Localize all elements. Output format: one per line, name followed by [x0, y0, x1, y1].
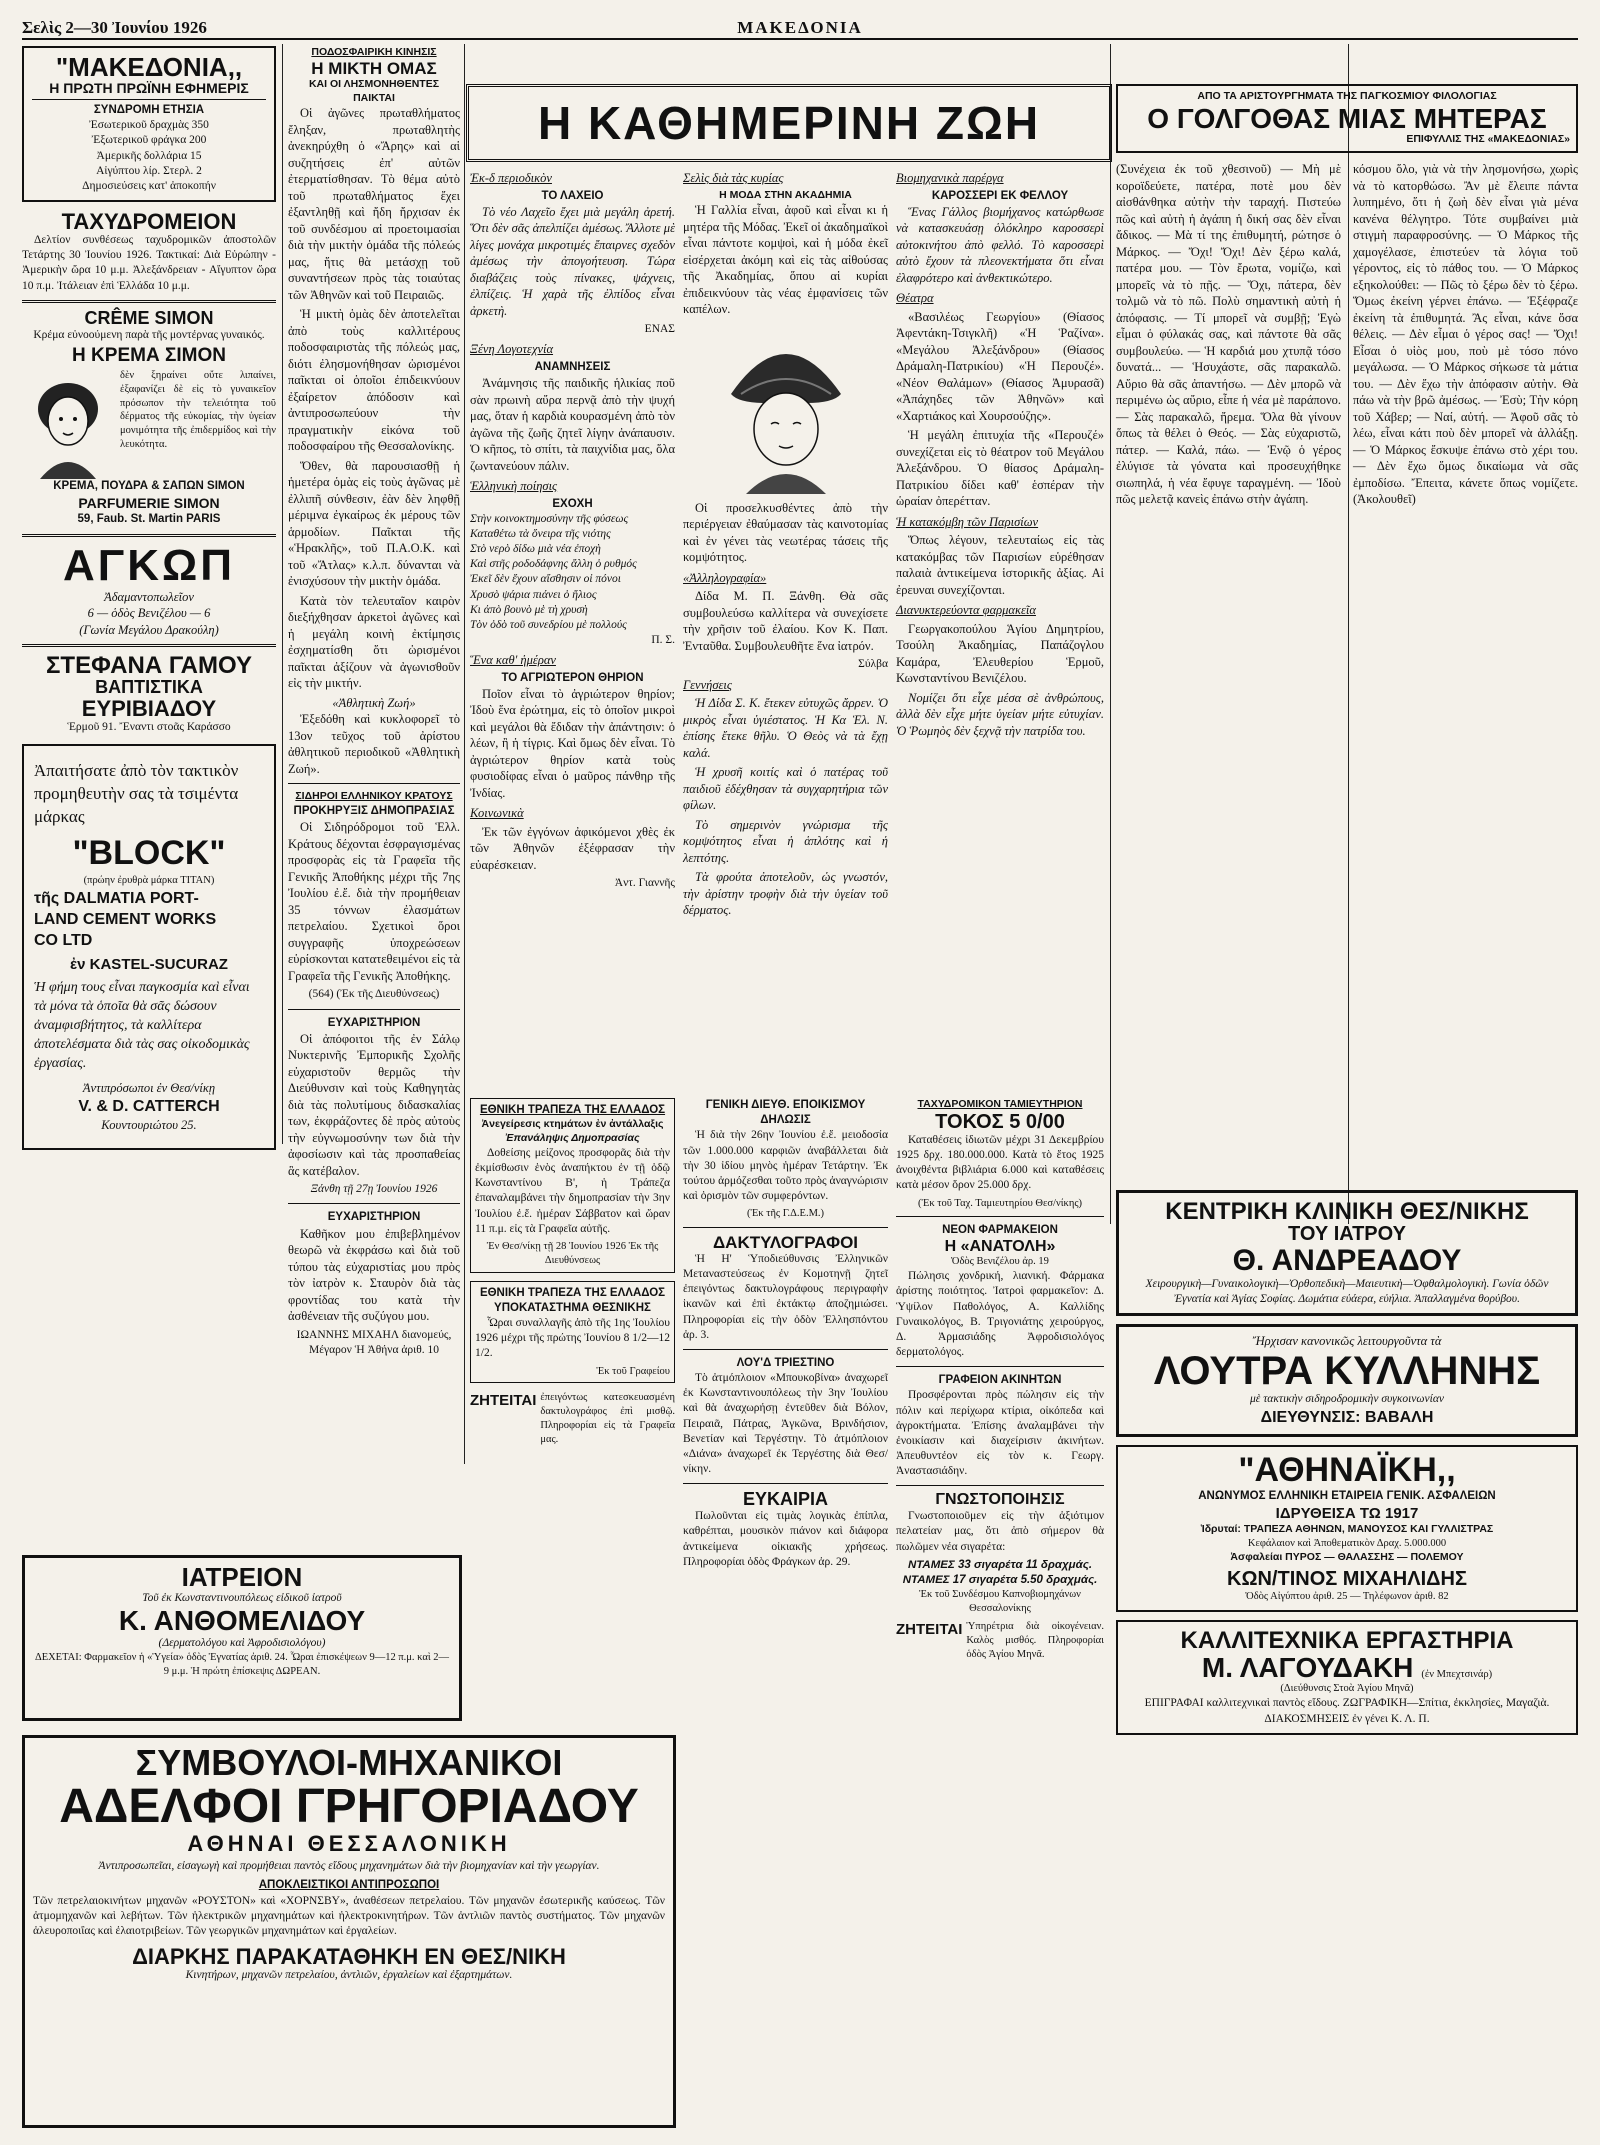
section-body: Ὅπως λέγουν, τελευταίως εἰς τὰς κατακόμβας τῶν Παρισίων εὑρέθησαν παλαιὰ ἀντικείμενα ἱστορικῆς ἀξίας. Αἱ ἐρευναι συνεχίζονται. [896, 533, 1104, 597]
section-title: ΤΟ ΛΑΧΕΙΟ [541, 189, 604, 202]
daily-life-banner [466, 84, 1112, 162]
section-sign: Π. Σ. [651, 634, 675, 647]
engineers-footer-body: Κινητήρων, μηχανῶν πετρελαίου, ἀντλιῶν, ἐργαλείων καὶ ἐξαρτημάτων. [185, 1969, 513, 1982]
serial-text: κόσμου ὅλο, γιὰ νὰ τὴν λησμονήσω, χωρὶς νὰ τὸ κατορθώσω. Ἂν μὲ ἔλειπε πάντα λυπημένο, ὅτι ἡ ζωὴ δὲν εἶναι γιὰ μένα κανένα θέλγητρο. Τότε συμβαίνει μιὰ στιγμὴ παραφροσύνης. — Ὁ Μάρκος τῆς χαμογέλασε, ἐπιστεύεν τὰ λόγια τοῦ γέροντος, εἰς τὸ πάθος του. — Ὁ Μάρκος εξηκολούθει: — Πῶς τὸ ξέρω δὲν τὸ ξέρω. Ὅμως ἐκείνη γέρνει ἐπάνω. — Ἐξέφραζε ἐκείνη τὰ ἐπιθυμητά. Ἂς εἶναι, κάνε ὅσα θέλεις. — Δὲν εἶμαι ὁ γέρος σας! — Ὄχι! Εἶσαι ὁ υἱὸς μου, ποὺ μὲ τόσο πόνο μεγάλωσα. — Ὁ Μάρκος σήκωσε τὰ μάτια του. — Δὲν ἔχω τὴν ἀπόφασιν αὐτὴν. Θὰ πάω νὰ τὴν βρῶ ἀμέσως. — Ἐσὺ; Τὴν κόρη τοῦ Χάβερ; — Ναί, αὐτή. — Ἀφοῦ σᾶς τὸ λέω, εἶναι κάτι ποὺ δὲν μπορεῖ νὰ ἀλλάξῃ. — Ὁ Μάρκος ἔσκυψε ἐπάνω στὸ χέρι του. — Δὲν ἔχω ὅμως δικαίωμα νὰ σᾶς ἐμποδίσω. Ἔπειτα, κάνετε ὅπως νομίζετε. (Ἀκολουθεῖ) [1353, 162, 1578, 507]
section-body: Ἡ Δίδα Σ. Κ. ἔτεκεν εὐτυχῶς ἄρρεν. Ὁ μικρὸς εἶναι ὑγιέστατος. Ἡ Κα Ἑλ. Ν. ἐπίσης ἔτεκε θῆλυ. Ὁ Θεὸς νὰ τὰ ἔχῃ καλά. [683, 696, 888, 760]
section-sign: Σύλβα [858, 658, 888, 671]
section-label: «Ἀλληλογραφία» [683, 570, 767, 585]
section-sign: ΕΝΑΣ [644, 323, 675, 336]
thanks-date: Ξάνθη τῇ 27ῃ Ἰουνίου 1926 [310, 1183, 438, 1196]
tenders-kicker: ΣΙΔΗΡΟΙ ΕΛΛΗΝΙΚΟΥ ΚΡΑΤΟΥΣ [295, 790, 453, 803]
block-company: τῆς DALMATIA PORT- [34, 890, 199, 907]
section-label: Ἑλληνικὴ ποίησις [470, 479, 558, 494]
notice-body: Πώλησις χονδρική, λιανική. Φάρμακα ἀρίστης ποιότητος. Ἰατροὶ φαρμακεῖον: Δ. Ὑψίλον Παθολόγος, Α. Καλλίδης Γυναικολόγος, Β. Τριγονιάτης χειρούργος, Δ. Ἀρμασιάδης Ἀφροδισιολόγος δερματολόγος. [896, 1270, 1104, 1359]
workshop-name: Μ. ΛΑΓΟΥΔΑΚΗ [1201, 1652, 1414, 1684]
subscription-line: Αἰγύπτου λίρ. Στερλ. 2 [96, 164, 202, 177]
savings-rate: ΤΟΚΟΣ 5 0/00 [935, 1110, 1065, 1133]
column-1 [22, 46, 276, 1546]
feature-column-c [896, 166, 1104, 1086]
iatreion-ad [22, 1555, 462, 1725]
creme-footer: 59, Faub. St. Martin PARIS [77, 513, 221, 526]
notice-sign: Ἐκ τοῦ Συνδέσμου Καπνοβιομηχάνων Θεσσαλονίκης [919, 1589, 1081, 1614]
section-body: Νομίζει ὅτι εἶχε μέσα σὲ ἀνθρώπους, ἀλλὰ δὲν εἶχε μήτε ὑγείαν μήτε εὐτυχίαν. Ὁ Ῥωμηὸς δὲν ξεχνᾷ τὴν πατρίδα του. [896, 690, 1104, 738]
section-body: Τὸ σημερινὸν γνώρισμα τῆς κομψότητος εἶναι ἡ ἁπλότης καὶ ἡ λεπτότης. [683, 817, 888, 865]
notice-title: ΓΕΝΙΚΗ ΔΙΕΥΘ. ΕΠΟΙΚΙΣΜΟΥ [705, 1099, 866, 1111]
creme-footer: ΚΡΕΜΑ, ΠΟΥΔΡΑ & ΣΑΠΩΝ SIMON [53, 479, 245, 492]
bank-subtitle: ΥΠΟΚΑΤΑΣΤΗΜΑ ΘΕΣΝΙΚΗΣ [494, 1301, 651, 1314]
section-body: Δίδα Μ. Π. Ξάνθη. Θὰ σᾶς συμβουλεύσω καλλίτερα νὰ συνεχίσετε τὴν χρῆσιν τοῦ ἐλαίου. Κον Κ. Παπ. Ἐνταῦθα. Συμβουλευθῆτε ἕνα ἰατρόν. [683, 589, 888, 653]
notices-column [683, 1098, 888, 2128]
section-title: ΕΧΟΧΗ [552, 497, 593, 510]
tenders-body: Οἱ Σιδηρόδρομοι τοῦ Ἑλλ. Κράτους δέχονται ἐσφραγισμένας προσφορὰς εἰς τὰ Γραφεῖα τῆς Γενικῆς Ἀποθήκης μέχρι τῆς 7ης Ἰουλίου ἐ.ἔ. διὰ τὴν προμήθειαν 35 τόννων ἐλασμάτων πετρελαίου. Σχετικοὶ ὅροι συγγραφῆς ὑποχρεώσεων εὑρίσκονται κατατεθειμένοι εἰς τὰ Γραφεῖα τῆς Γενικῆς Ἀποθήκης. [288, 820, 460, 983]
notice-item: ΝΤΑΜΕΣ 17 σιγαρέτα 5.50 δραχμάς. [902, 1573, 1098, 1586]
engineers-title: ΣΥΜΒΟΥΛΟΙ-ΜΗΧΑΝΙΚΟΙ [135, 1742, 563, 1783]
doctor-body: ΔΕΧΕΤΑΙ: Φαρμακεῖον ἡ «Ὑγεία» ὁδὸς Ἐγνατίας ἀριθ. 24. Ὧραι ἐπισκέψεων 9—12 π.μ. καὶ 2—9 μ.μ. Ἡ πρώτη ἐπίσκεψις ΔΩΡΕΑΝ. [34, 1652, 450, 1677]
bank-subtitle: Ἐπανάληψις Δημοπρασίας [505, 1132, 640, 1145]
serial-title: Ο ΓΟΛΓΟΘΑΣ ΜΙΑΣ ΜΗΤΕΡΑΣ [1147, 102, 1547, 134]
notice-item: ΝΤΑΜΕΣ 33 σιγαρέτα 11 δραχμάς. [907, 1558, 1093, 1571]
engineers-exclusive: ΑΠΟΚΛΕΙΣΤΙΚΟΙ ΑΝΤΙΠΡΟΣΩΠΟΙ [258, 1879, 440, 1892]
masthead-date: Σελὶς 2—30 Ἰουνίου 1926 [22, 18, 207, 37]
serial-subtitle: ΕΠΙΦΥΛΛΙΣ ΤΗΣ «ΜΑΚΕΔΟΝΙΑΣ» [1406, 133, 1570, 146]
serial-header [1116, 84, 1578, 153]
section-body: Ἀνάμνησις τῆς παιδικῆς ἡλικίας ποῦ σὰν πρωινὴ αὔρα περνᾷ ἀπὸ τὴν ψυχή μας, ὅταν ἡ καρδιὰ κουρασμένη ἀπὸ τὸν ἀγῶνα τῆς ζωῆς ζητεῖ λίγην ἀνάπαυσιν. Ὁ κῆπος, τὸ σπίτι, τὰ παιχνίδια μας, ὅλα ζωντανεύουν πάλιν. [470, 376, 675, 473]
right-ads-column [1116, 1190, 1578, 2130]
lagoudaki-ad [1116, 1620, 1578, 1735]
doctor-title: ΙΑΤΡΕΙΟΝ [181, 1562, 303, 1592]
block-paren: (πρώην ἐρυθρὰ μάρκα ΤΙΤΑΝ) [83, 875, 215, 887]
wanted-body: ἐπειγόντως κατεσκευασμένη δακτυλογράφος ἐπὶ μισθῷ. Πληροφορίαι εἰς τὰ Γραφεῖα μας. [540, 1392, 675, 1445]
article-paragraph: Ἡ μικτὴ ὁμὰς δὲν ἀποτελεῖται ἀπὸ τοὺς καλλιτέρους ποδοσφαιριστὰς τῆς πόλεώς μας, διότι ἐλησμονήθησαν ὡρισμένοι παῖκται οἱ ὁποῖοι ἐπιδεικνύουν ἐξαίρετον ἀπόδοσιν καὶ ἀντιπροσωπεύουν τὴν πραγματικὴν εἰκόνα τοῦ ποδοσφαίρου τῆς Θεσσαλονίκης. [288, 307, 460, 454]
notice-body: Πωλοῦνται εἰς τιμὰς λογικὰς ἐπίπλα, καθρέπται, μουσικὸν πιάνον καὶ διάφορα ἀντικείμενα οἰκιακῆς χρήσεως. Πληροφορίαι ὁδὸς Φράγκων ἀρ. 29. [683, 1510, 888, 1568]
bank-ad-1 [470, 1098, 675, 1273]
athinaiki-ad [1116, 1445, 1578, 1612]
article-subtitle: ΚΑΙ ΟΙ ΛΗΣΜΟΝΗΘΕΝΤΕΣ ΠΑΙΚΤΑΙ [308, 77, 440, 104]
engineers-footer: ΔΙΑΡΚΗΣ ΠΑΡΑΚΑΤΑΘΗΚΗ ΕΝ ΘΕΣ/ΝΙΚΗ [132, 1944, 566, 1970]
bank-body: Ὧραι συναλλαγῆς ἀπὸ τῆς 1ης Ἰουλίου 1926 μέχρι τῆς πρώτης Ἰουνίου 8 1/2—12 1/2. [475, 1316, 670, 1360]
poem-line: Κι ἀπὸ βουνὸ μὲ τὴ χρυσὴ [470, 603, 588, 616]
thanks-body: Καθῆκον μου ἐπιβεβλημένον θεωρῶ νὰ ἐκφράσω καὶ διὰ τοῦ τύπου τὰς εὐχαριστίας μου πρὸς τὸν ἰατρὸν κ. Σταυρὸν διὰ τὰς φροντίδας του κατὰ τὴν ἀσθένειαν τῆς συζύγου μου. [288, 1226, 460, 1324]
agkop-line: 6 — ὁδὸς Βενιζέλου — 6 [87, 606, 211, 621]
section-label: Θέατρα [896, 291, 934, 306]
thanks-title: ΕΥΧΑΡΙΣΤΗΡΙΟΝ [327, 1211, 421, 1224]
notice-title: ΕΥΚΑΙΡΙΑ [742, 1489, 829, 1510]
engineers-intro: Ἀντιπροσωπεῖαι, εἰσαγωγὴ καὶ προμήθειαι παντὸς εἴδους μηχανημάτων διὰ τὴν βιομηχανίαν καὶ τὴν γεωργίαν. [98, 1860, 600, 1873]
poem-line: Καὶ στῆς ροδοδάφνης ἄλλη ὁ ρυθμός [470, 558, 637, 571]
section-title: ΚΑΡΟΣΣΕΡΙ ΕΚ ΦΕΛΛΟΥ [931, 189, 1069, 202]
clinic-body: Χειρουργικὴ—Γυναικολογικὴ—Ὀρθοπεδικὴ—Μαιευτικὴ—Ὀφθαλμολογικὴ. Γωνία ὁδῶν Ἐγνατία καὶ Ἁγίας Σοφίας. Δωμάτια εὐάερα, εὐήλια. Ἀπαλλαγμένα θορύβου. [1145, 1277, 1549, 1305]
bank-sign: Ἐν Θεσ/νίκῃ τῇ 28 Ἰουνίου 1926 Ἐκ τῆς Διευθύνσεως [486, 1240, 659, 1266]
masthead [22, 12, 1578, 40]
poem-line: Στὸ νερὸ δίδω μιὰ νέα ἐποχὴ [470, 543, 601, 556]
doctor-subtitle: Τοῦ ἐκ Κωνσταντινουπόλεως εἰδικοῦ ἰατροῦ [142, 1592, 342, 1605]
block-address: Κουντουριώτου 25. [101, 1118, 197, 1133]
insurance-subtitle: ΑΝΩΝΥΜΟΣ ΕΛΛΗΝΙΚΗ ΕΤΑΙΡΕΙΑ ΓΕΝΙΚ. ΑΣΦΑΛΕΙΩΝ [1198, 1489, 1496, 1502]
section-label: Ἡ κατακόμβη τῶν Παρισίων [896, 514, 1039, 529]
subscription-title: "ΜΑΚΕΔΟΝΙΑ,, [55, 52, 243, 82]
wanted-body: Ὑπηρέτρια διὰ οἰκογένειαν. Καλὸς μισθός. Πληροφορίαι ὁδὸς Ἁγίου Μηνᾶ. [966, 1620, 1104, 1660]
section-label: Γεννήσεις [683, 677, 732, 692]
article-paragraph: Ἐξεδόθη καὶ κυκλοφορεῖ τὸ 13ον τεῦχος τοῦ ἀρίστου ἀθλητικοῦ περιοδικοῦ «Ἀθλητικὴ Ζωή». [288, 712, 460, 776]
notice-body: Ἡ Η' Ὑποδιεύθυνσις Ἐλληνικῶν Μεταναστεύσεως ἐν Κομοτηνῇ ζητεῖ ἐπειγόντως δακτυλογράφους περιγραφὴν ἱκανῶν καὶ ἐπὶ ἐκτάκτῳ ἀποζημιώσει. Πληροφορίαι εἰς τὴν ὁδὸν Ἐλλησπόντου ἀρ. 3. [683, 1252, 888, 1341]
notice-title: ΛΟΥ'Δ ΤΡΙΕΣΤΙΝΟ [736, 1356, 835, 1369]
workshop-title: ΚΑΛΛΙΤΕΧΝΙΚΑ ΕΡΓΑΣΤΗΡΙΑ [1180, 1626, 1514, 1654]
banner-title: Η ΚΑΘΗΜΕΡΙΝΗ ΖΩΗ [537, 96, 1041, 149]
serial-story [1116, 84, 1578, 1174]
article-section-label: «Ἀθλητικὴ Ζωή» [332, 695, 416, 710]
notice-subtitle: ΔΗΛΩΣΙΣ [760, 1114, 811, 1127]
workshop-body: ΕΠΙΓΡΑΦΑΙ καλλιτεχνικαὶ παντὸς εἴδους. ΖΩΓΡΑΦΙΚΗ—Σπίτια, ἐκκλησίες, Μαγαζιὰ. ΔΙΑΚΟΣΜΗΣΕΙΣ ἐν γένει Κ. Λ. Π. [1144, 1697, 1550, 1725]
subscription-line: Ἐσωτερικοῦ δραχμὰς 350 [89, 119, 209, 132]
tenders-title: ΠΡΟΚΗΡΥΞΙΣ ΔΗΜΟΠΡΑΣΙΑΣ [293, 805, 455, 818]
creme-heading: Η ΚΡΕΜΑ ΣΙΜΟΝ [72, 344, 226, 366]
article-paragraph: Οἱ ἀγῶνες πρωταθλήματος ἔληξαν, πρωταθλητὴς ἀνεκηρύχθη ὁ «Ἄρης» καὶ αἱ συζητήσεις ἐπ' αὐτῶν ἐτερματίσθησαν. Τὸ θέμα αὐτὸ τοῦ πρωταθλήματος ἔχει ἐξαντληθῇ καὶ ἤδη ἤρχισαν ἐκ τοῦ συνδέσμου αἱ προετοιμασίαι διὰ τὴν μικτὴν ὁμάδα τῆς πόλεώς μας, ἥτις θὰ μετάσχῃ τοῦ συναντήσεων πρὸς τὰς τοιαύτας τῶν Ἀθηνῶν καὶ τοῦ Πειραιῶς. [288, 106, 460, 302]
agkop-title: ΑΓΚΩΠ [62, 540, 236, 590]
notice-title: ΝΕΟΝ ΦΑΡΜΑΚΕΙΟΝ [942, 1224, 1058, 1237]
notice-title: ΔΑΚΤΥΛΟΓΡΑΦΟΙ [712, 1233, 859, 1253]
bank-subtitle: Ἀνεγείρεσις κτημάτων ἐν ἀντάλλαξις [481, 1118, 664, 1131]
engineers-body: Τῶν πετρελαιοκινήτων μηχανῶν «ΡΟΥΣΤΟΝ» καὶ «ΧΟΡΝΣΒΥ», ἀναθέσεων πετρελαίου. Τῶν μηχανῶν ἐσωτερικῆς καύσεως. Τῶν ἀτμομηχανῶν καὶ λεβήτων. Τῶν ἠλεκτρικῶν μηχανημάτων καὶ ἠλεκτροκινητήρων. Τῶν ἀντλιῶν παντὸς συστήματος. Τῶν μηχανῶν ἀλευροποιΐας καὶ ἐλαιοτριβείων. Τῶν γεωργικῶν μηχανημάτων καὶ ἐργαλείων. [33, 1894, 665, 1937]
poem-line: Χρυσὸ ψάρια πιάνει ὁ ἥλιος [470, 588, 597, 601]
section-title: ΑΝΑΜΝΗΣΕΙΣ [534, 360, 611, 373]
column-rule [1110, 44, 1111, 1224]
creme-title: CRÊME SIMON [84, 307, 214, 328]
feature-column-b [683, 166, 888, 1086]
subscription-line: Ἀμερικῆς δολλάρια 15 [96, 149, 202, 162]
section-label: Κοινωνικὰ [470, 806, 524, 821]
bank-title: ΕΘΝΙΚΗ ΤΡΑΠΕΖΑ ΤΗΣ ΕΛΛΑΔΟΣ [479, 1104, 666, 1116]
poem-line: Στὴν κοινοκτημοσύνην τῆς φύσεως [470, 512, 629, 525]
block-intro: Ἀπαιτήσατε ἀπὸ τὸν τακτικὸν προμηθευτὴν σας τὰ τσιμέντα μάρκας [34, 760, 239, 826]
pharmacy-name: Η «ΑΝΑΤΟΛΗ» [944, 1237, 1056, 1255]
baths-ad [1116, 1324, 1578, 1437]
article-paragraph: Ὅθεν, θὰ παρουσιασθῇ ἡ ἡμετέρα ὁμὰς εἰς τοὺς ἀγῶνας μὲ ἐλλιπῆ σύνθεσιν, ἐὰν δὲν ληφθῇ μέριμνα ἐγκαίρως ἐκ μέρους τῶν ἁρμοδίων. Παῖκται τῆς «Ἡρακλῆς», τοῦ Π.Α.Ο.Κ. καὶ τοῦ «Ἄτλας» κ.λ.π. δύνανται νὰ ἐνισχύσουν τὴν μικτὴν ὁμάδα. [288, 458, 460, 589]
article-title: Η ΜΙΚΤΗ ΟΜΑΣ [311, 58, 437, 78]
subscription-subtitle: Η ΠΡΩΤΗ ΠΡΩΪΝΗ ΕΦΗΜΕΡΙΣ [32, 81, 266, 100]
section-body: «Βασιλέως Γεωργίου» (Θίασος Ἀφεντάκη-Τσιγκλῆ) «Ἡ Ῥαζίνα». «Μεγάλου Ἀλεξάνδρου» (Θίασος Δράμαλη-Πατρικίου) «Ἡ Περουζέ». «Νέον Θαλάμων» (Θίασος Ἀμυρασᾶ) «Ἀπάχηδες τῶν Ἀθηνῶν» καὶ «Χαρτιάκος καὶ Χουρσούζης». [896, 309, 1104, 423]
tenders-ref: (564) (Ἐκ τῆς Διευθύνσεως) [308, 988, 440, 1001]
insurance-title: "ΑΘΗΝΑΪΚΗ,, [1238, 1450, 1456, 1489]
workshop-address: (Διεύθυνσις Στοὰ Ἁγίου Μηνᾶ) [1280, 1683, 1414, 1695]
insurance-capital: Κεφάλαιον καὶ Ἀποθεματικὸν Δραχ. 5.000.000 [1247, 1538, 1447, 1550]
bank-ads-column [470, 1098, 675, 1598]
column-rule [464, 44, 465, 1464]
creme-body: δὲν ξηραίνει οὔτε λιπαίνει, ἐξαφανίζει δὲ εἰς τὸ γυναικεῖον πρόσωπον τὴν τελειότητα τοῦ δέρματος τῆς εὐκομίας, τὴν ὑγείαν μονιμότητα τῆς ἐπιδερμίδος καὶ τὴν λευκότητα. [120, 369, 276, 451]
subscription-line: Δημοσιεύσεις κατ' ἀποκοπήν [82, 179, 216, 192]
doctor-name: Κ. ΑΝΘΟΜΕΛΙΔΟΥ [118, 1605, 366, 1637]
post-title: ΤΑΧΥΔΡΟΜΕΙΟΝ [61, 209, 237, 235]
baths-title: ΛΟΥΤΡΑ ΚΥΛΛΗΝΗΣ [1153, 1348, 1541, 1393]
subscription-heading: ΣΥΝΔΡΟΜΗ ΕΤΗΣΙΑ [93, 103, 205, 116]
gamou-line: ΒΑΠΤΙΣΤΙΚΑ [95, 677, 203, 698]
insurance-address: Ὁδὸς Αἰγύπτου ἀριθ. 25 — Τηλέφωνον ἀριθ. 82 [1245, 1591, 1449, 1603]
gamou-line: Ἑρμοῦ 91. Ἔναντι στοᾶς Καράσσο [67, 721, 231, 734]
clinic-subtitle: ΤΟΥ ΙΑΤΡΟΥ [1288, 1223, 1406, 1246]
notice-sign: (Ἐκ τοῦ Ταχ. Ταμιευτηρίου Θεσ/νίκης) [918, 1197, 1082, 1209]
poem [470, 512, 675, 633]
section-body: Ἐκ τῶν ἐγγόνων ἀφικόμενοι χθὲς ἐκ τῶν Ἀθηνῶν ἐξέφρασαν τὴν εὐαρέσκειαν. [470, 824, 675, 872]
bank-body: Δοθείσης μείζονος προσφορᾶς διὰ τὴν ἐκμίσθωσιν ἑνὸς ἀναπήκτου ἐν τῇ ὁδῷ Κωνσταντίνου Β', ἡ Τράπεζα ἐπαναλαμβάνει τὴν δημοπρασίαν τὴν 3ην Ἰουλίου ἐ.ἔ. ἡμέραν Σάββατον καὶ ὥραν 11 π.μ. εἰς τὰ Γραφεῖα αὐτῆς. [475, 1146, 670, 1235]
insurance-year: ΙΔΡΥΘΕΙΣΑ ΤΩ 1917 [1275, 1504, 1419, 1522]
engineers-cities: ΑΘΗΝΑΙ ΘΕΣΣΑΛΟΝΙΚΗ [187, 1831, 511, 1857]
creme-footer: PARFUMERIE SIMON [78, 494, 220, 511]
agkop-line: (Γωνία Μεγάλου Δρακούλη) [79, 622, 219, 637]
bank-title: ΕΘΝΙΚΗ ΤΡΑΠΕΖΑ ΤΗΣ ΕΛΛΑΔΟΣ [479, 1286, 666, 1299]
insurance-founders: Ἱδρυταί: ΤΡΑΠΕΖΑ ΑΘΗΝΩΝ, ΜΑΝΟΥΣΟΣ ΚΑΙ ΓΥΛΛΙΣΤΡΑΣ [1200, 1523, 1494, 1536]
agkop-line: Ἀδαμαντοπωλεῖον [104, 589, 194, 604]
section-label: Σελὶς διὰ τὰς κυρίας [683, 171, 784, 185]
subscription-box [22, 46, 276, 202]
article-kicker: ΠΟΔΟΣΦΑΙΡΙΚΗ ΚΙΝΗΣΙΣ [311, 46, 437, 58]
section-label: Ἕνα καθ' ἡμέραν [470, 653, 556, 668]
notice-title: ΓΡΑΦΕΙΟΝ ΑΚΙΝΗΤΩΝ [938, 1374, 1062, 1387]
gamou-line: ΕΥΡΙΒΙΑΔΟΥ [81, 696, 217, 722]
section-body: Ἡ μεγάλη ἐπιτυχία τῆς «Περουζέ» συνεχίζεται εἰς τὸ θέατρον τοῦ Μεγάλου Ἀλεξάνδρου. Ὁ θίασος Δράμαλη-Πατρικίου δίδει καθ' ἑσπέραν τὴν ὡραίαν ὀπερέτταν. [896, 428, 1104, 509]
serial-text: (Συνέχεια ἐκ τοῦ χθεσινοῦ) — Μὴ μὲ κοροϊδεύετε, πατέρα, ποτὲ μου δὲν αἰσθάνθηκα αὐτὴν τὴν ταραχή. Πιστεύω πῶς καὶ αὐτὴ ἡ ἀγάπη ἡ δική σας δὲν εἶναι ἄδικος. — Μὰ τί της ἐπιθυμητή, ρώτησε ὁ Μάρκος. — Ὄχι! Ὄχι! Δὲν ξέρω καλά, πατέρα μου. — Τὸν ἔρωτα, νομίζω, καὶ μπορεῖς νὰ τὸ πῇς. — Ὅχι, πάτερα, δὲν τολμῶ νὰ τὸ πῶ. Πολὺ σημαντικὴ αὐτὴ ἡ ἀπόφασις. — Τί μπορεῖ νὰ συμβῇ; Ἐγὼ εἶμαι ὁ φύλακάς σας, καὶ πάντοτε θὰ σᾶς συμβουλεύω. — Ἡ καρδιά μου χτυπᾷ τόσο δυνατά... — Ἡσυχάστε, σᾶς παρακαλῶ. Αὔριο θὰ σᾶς ἀπαντήσω. — Δὲν μπορῶ νὰ περιμένω ὡς αὔριο, εἶπε ἡ νέα μὲ παράπονο. — Σὰς παρακαλῶ, ἤρεμα. Ὅλα θὰ γίνουν ὅπως τὰ θέλει ὁ Θεός. — Σὰς εὐχαριστῶ, πάτερ. — Καλά, πάω. — Ἐνῷ ὁ γέρος ἐλύγισε τὰ γόνατα καὶ προσευχήθηκε σιωπηλά, ἡ νέα ἔφυγε ταραγμένη. — Ἰδοὺ πῶς μελετᾷ κανεὶς ἐπάνω στὴν ἀγάπη. [1116, 162, 1341, 507]
doctor-specialty: (Δερματολόγου καὶ Ἀφροδισιολόγου) [158, 1636, 326, 1649]
gamou-title: ΣΤΕΦΑΝΑ ΓΑΜΟΥ [46, 652, 252, 680]
section-label: Βιομηχανικὰ παρέργα [896, 171, 1004, 185]
workshop-note: (ἐν Μπεχτσινάρ) [1421, 1669, 1493, 1681]
section-body: Ἡ χρυσῆ κοιτίς καὶ ὁ πατέρας τοῦ παιδιοῦ ἐδέχθησαν τὰ συγχαρητήρια τῶν φίλων. [683, 765, 888, 813]
baths-intro: Ἤρχισαν κανονικῶς λειτουργοῦντα τὰ [1252, 1334, 1442, 1349]
wanted-tag: ΖΗΤΕΙΤΑΙ [896, 1620, 963, 1638]
iatreion-box [22, 1555, 462, 1721]
post-body: Δελτίον συνθέσεως ταχυδρομικῶν ἀποστολῶν Τετάρτης 30 Ἰουνίου 1926. Τακτικαί: Διὰ Εὐρώπην - Ἀμερικὴν ὥρα 10 μ.μ. Ἀλεξάνδρειαν - Αἴγυπτον ὥρα 10 π.μ. Ἰτάλειαν ἐπὶ Ἑλλάδα 10 μ.μ. [22, 234, 276, 292]
wanted-tag: ΖΗΤΕΙΤΑΙ [470, 1392, 537, 1410]
section-body: Τὸ νέο Λαχεῖο ἔχει μιὰ μεγάλη ἀρετή. Ὅτι δὲν σᾶς ἀπελπίζει ἀμέσως. Ἄλλοτε μὲ λίγες μονάχα μικροτιμές ἔπαιρνες σχεδὸν ἀμέσως τὴν ἀπογοήτευση. Τώρα διαβάζεις τοὺς πίνακες, ψάχνεις, ἐλπίζεις. Ἡ χαρὰ τῆς ἐλπίδος εἶναι ἀρκετὴ. [470, 204, 675, 318]
bank-ad-2 [470, 1281, 675, 1384]
woman-portrait-icon [22, 369, 114, 479]
baths-subtitle: μὲ τακτικὴν σιδηροδρομικὴν συγκοινωνίαν [1250, 1392, 1444, 1405]
block-company: LAND CEMENT WORKS [34, 911, 217, 929]
bank-sign: Ἐκ τοῦ Γραφείου [596, 1365, 670, 1377]
section-body: Γεωργακοπούλου Ἁγίου Δημητρίου, Τσούλη Ἀκαδημίας, Παπάζογλου Καμάρα, Ἐλευθερίου Ἑρμοῦ, Κωνσταντίνου Βενιζέλου. [896, 621, 1104, 686]
section-label: Διανυκτερεύοντα φαρμακεῖα [896, 603, 1036, 618]
block-body: Ἡ φήμη τους εἶναι παγκοσμία καὶ εἶναι τὰ μόνα τὰ ὁποῖα θὰ σᾶς δώσουν ἀναμφισβήτητος, τὰ καλλίτερα ἀποτελέσματα διὰ τὰς σας οἰκοδομικὰς ἐργασίας. [34, 980, 250, 1071]
notice-body: Προσφέρονται πρὸς πώλησιν εἰς τὴν πόλιν καὶ περίχωρα κτίρια, οἰκόπεδα καὶ ἀγροκτήματα. Ἐπίσης ἀναλαμβάνει τὴν ἐνοικίασιν καὶ διαχείρισιν ἀκινήτων. Ἀπευθυντέον εἰς τὸν κ. Γεωργ. Ἀναστασιάδην. [896, 1389, 1104, 1478]
feature-column-a [470, 166, 675, 1086]
section-body: Τὰ φρούτα ἀποτελοῦν, ὡς γνωστόν, τὴν ἀρίστην τροφὴν διὰ τὴν ὑγείαν τοῦ δέρματος. [683, 870, 888, 918]
clinic-ad [1116, 1190, 1578, 1316]
insurance-agent: ΚΩΝ/ΤΙΝΟΣ ΜΙΧΑΗΛΙΔΗΣ [1227, 1568, 1467, 1591]
thanks-sign: ΙΩΑΝΝΗΣ ΜΙΧΑΗΛ διανομεύς, Μέγαρον Ἡ Ἀθήνα ἀριθ. 10 [296, 1328, 452, 1356]
section-title: Η ΜΟΔΑ ΣΤΗΝ ΑΚΑΔΗΜΙΑ [719, 188, 852, 201]
clinic-name: Θ. ΑΝΔΡΕΑΔΟΥ [1232, 1244, 1462, 1278]
pharmacy-address: Ὁδὸς Βενιζέλου ἀρ. 19 [951, 1256, 1049, 1268]
section-sign: Ἀντ. Γιαννῆς [614, 877, 675, 890]
notice-body: Τὸ ἀτμόπλοιον «Μπουκοβίνα» ἀναχωρεῖ ἐκ Κωνσταντινουπόλεως τὴν 3ην Ἰουλίου καὶ θὰ ἀναχωρήσῃ ἐντεῦθεν διὰ Βόλον, Πειραιᾶ, Πάτρας, Ἀγκῶνα, Βρινδήσιον, Βενετίαν καὶ Τεργέστην. Τὸ ἀτμόπλοιον «Διάνα» ἀναχωρεῖ ἐκ Τεργέστης διὰ Θεσ/νίκην. [683, 1372, 888, 1476]
block-agent: Ἀντιπρόσωποι ἐν Θεσ/νίκῃ [82, 1080, 216, 1095]
section-body: Ἡ Γαλλία εἶναι, ἀφοῦ καὶ εἶναι κι ἡ μητέρα τῆς Μόδας. Ἐκεῖ οἱ ἀκαδημαϊκοὶ εἶναι πάντοτε κομψοὶ, καὶ ἡ μόδα ἐκεῖ εἰσέρχεται ἀκόμη καὶ εἰς τὰς αἰθούσας τῆς Ἀκαδημίας, ὅπου αἱ κυρίαι ἐπιδεικνύουν τὰς νέας ἐμφανίσεις τῶν καπέλων. [683, 203, 888, 317]
notices-column-2 [896, 1098, 1104, 2128]
notice-title: ΤΑΧΥΔΡΟΜΙΚΟΝ ΤΑΜΙΕΥΤΗΡΙΟΝ [917, 1098, 1083, 1110]
creme-line: Κρέμα εὐνοούμενη παρὰ τῆς μοντέρνας γυναικός. [33, 328, 265, 341]
insurance-types: Ἀσφαλείαι ΠΥΡΟΣ — ΘΑΛΑΣΣΗΣ — ΠΟΛΕΜΟΥ [1230, 1551, 1464, 1564]
section-body: Οἱ προσελκυσθέντες ἀπὸ τὴν περιέργειαν ἐθαύμασαν τὰς καινοτομίας καὶ ἐν γένει τὰς νεωτέρας τάσεις τῆς κομψότητος. [683, 500, 888, 565]
block-name: "BLOCK" [72, 834, 226, 873]
engineers-name: ΑΔΕΛΦΟΙ ΓΡΗΓΟΡΙΑΔΟΥ [59, 1779, 639, 1833]
poem-line: Ἐκεῖ δὲν ἔχουν αἴσθησιν οἱ πόνοι [470, 573, 621, 586]
thanks-title: ΕΥΧΑΡΙΣΤΗΡΙΟΝ [327, 1016, 421, 1029]
block-company: CO LTD [34, 932, 93, 950]
baths-direction: ΔΙΕΥΘΥΝΣΙΣ: ΒΑΒΑΛΗ [1260, 1408, 1434, 1426]
thanks-body: Οἱ ἀπόφοιτοι τῆς ἐν Σάλῳ Νυκτερινῆς Ἐμπορικῆς Σχολῆς εὐχαριστοῦν θερμῶς τὴν Διεύθυνσιν καὶ τοὺς Καθηγητὰς διὰ τὰς πολυτίμους διδασκαλίας των, ἐκφράζοντες δὲ πρὸς αὐτοὺς τὴν εὐγνωμοσύνην των διὰ τὴν ἀφοσίωσιν καὶ τὰς προσπαθείας ἃς κατέβαλον. [288, 1031, 460, 1178]
notice-sign: (Ἐκ τῆς Γ.Δ.Ε.Μ.) [746, 1208, 825, 1220]
serial-kicker: ΑΠΟ ΤΑ ΑΡΙΣΤΟΥΡΓΗΜΑΤΑ ΤΗΣ ΠΑΓΚΟΣΜΙΟΥ ΦΙΛΟΛΟΓΙΑΣ [1197, 90, 1497, 102]
clinic-title: ΚΕΝΤΡΙΚΗ ΚΛΙΝΙΚΗ ΘΕΣ/ΝΙΚΗΣ [1165, 1198, 1529, 1225]
column-rule [282, 44, 283, 1144]
block-place: ἐν KASTEL-SUCURAZ [70, 956, 228, 974]
column-2 [288, 46, 460, 1356]
masthead-title: ΜΑΚΕΔΟΝΙΑ [737, 18, 863, 37]
notice-body: Καταθέσεις ἰδιωτῶν μέχρι 31 Δεκεμβρίου 1925 δρχ. 180.000.000. Κατὰ τὸ ἔτος 1925 ἀνοιχθέντα βιβλιάρια 6.000 καὶ καταθέσεις κατὰ μέσον ὅρον 25.000 δρχ. [896, 1133, 1104, 1192]
poem-line: Καταθέτω τὰ ὄνειρα τῆς νιότης [470, 527, 611, 540]
engineers-ad [22, 1735, 676, 2130]
section-title: ΤΟ ΑΓΡΙΩΤΕΡΟΝ ΘΗΡΙΟΝ [501, 671, 644, 684]
subscription-line: Ἐξωτερικοῦ φράγκα 200 [91, 134, 207, 147]
block-cement-ad [22, 744, 276, 1150]
poem-line: Τὸν ὁδὸ τοῦ συνεδρίου μὲ πολλούς [470, 618, 627, 631]
notice-title: ΓΝΩΣΤΟΠΟΙΗΣΙΣ [935, 1491, 1065, 1509]
engineers-box [22, 1735, 676, 2128]
section-label: Ξένη Λογοτεχνία [470, 342, 554, 357]
notice-body: Γνωστοποιοῦμεν εἰς τὴν ἀξιότιμον πελατείαν μας, ὅτι ἀπὸ σήμερον θὰ πωλῶμεν νέα σιγαρέτα: [896, 1510, 1104, 1553]
block-agent-name: V. & D. CATTERCH [78, 1098, 220, 1116]
section-body: Ἕνας Γάλλος βιομήχανος κατώρθωσε νὰ κατασκευάσῃ ὁλόκληρο καροσσερὶ αὐτοκινήτου ἀπὸ φελλό. Τὸ καροσσερὶ αὐτὸ ἔχουν τὰ πλεονεκτήματα ὅτι εἶναι ἐλαφρότερο καὶ ἀνθεκτικώτερο. [896, 204, 1104, 285]
hat-illustration-icon [711, 324, 861, 494]
notice-body: Ἡ διὰ τὴν 26ην Ἰουνίου ἐ.ἔ. μειοδοσία τῶν 1.000.000 καρφιῶν ἀναβάλλεται διὰ τὴν 30 ἰδίου μηνὸς ἡμέραν Τετάρτην. Ἐκ τούτου ἀρμόζεσθαι τοῦτο πρὸς ἀναγνώρισιν καὶ ὁρισμὸν τῶν συμφερόντων. [683, 1129, 888, 1203]
article-paragraph: Κατὰ τὸν τελευταῖον καιρὸν διεξήχθησαν ἀρκετοὶ ἀγῶνες καὶ ἡ μεγάλη κοινὴ ἐκτίμησις ἐσχηματίσθη ὅτι ὡρισμένοι παῖκται ἀξίζουν νὰ ἀγωνισθοῦν εἰς τὴν μικτήν. [288, 593, 460, 691]
section-label: Ἐκ-δ περιοδικὸν [470, 171, 552, 185]
section-body: Ποῖον εἶναι τὸ ἀγριώτερον θηρίον; Ἰδοὺ ἕνα ἐρώτημα, εἰς τὸ ὁποῖον μικροὶ καὶ μεγάλοι θὰ ἔδιδαν τὴν ἀπάντησιν: ὁ λέων, ἢ ἡ τίγρις. Καὶ ὅμως δὲν εἶναι. Τὸ ἀγριώτερον θηρίον κατὰ τοὺς φυσιοδίφας εἶναι ὁ μαῦρος πάνθηρ τῆς Ἰνδίας. [470, 686, 675, 800]
